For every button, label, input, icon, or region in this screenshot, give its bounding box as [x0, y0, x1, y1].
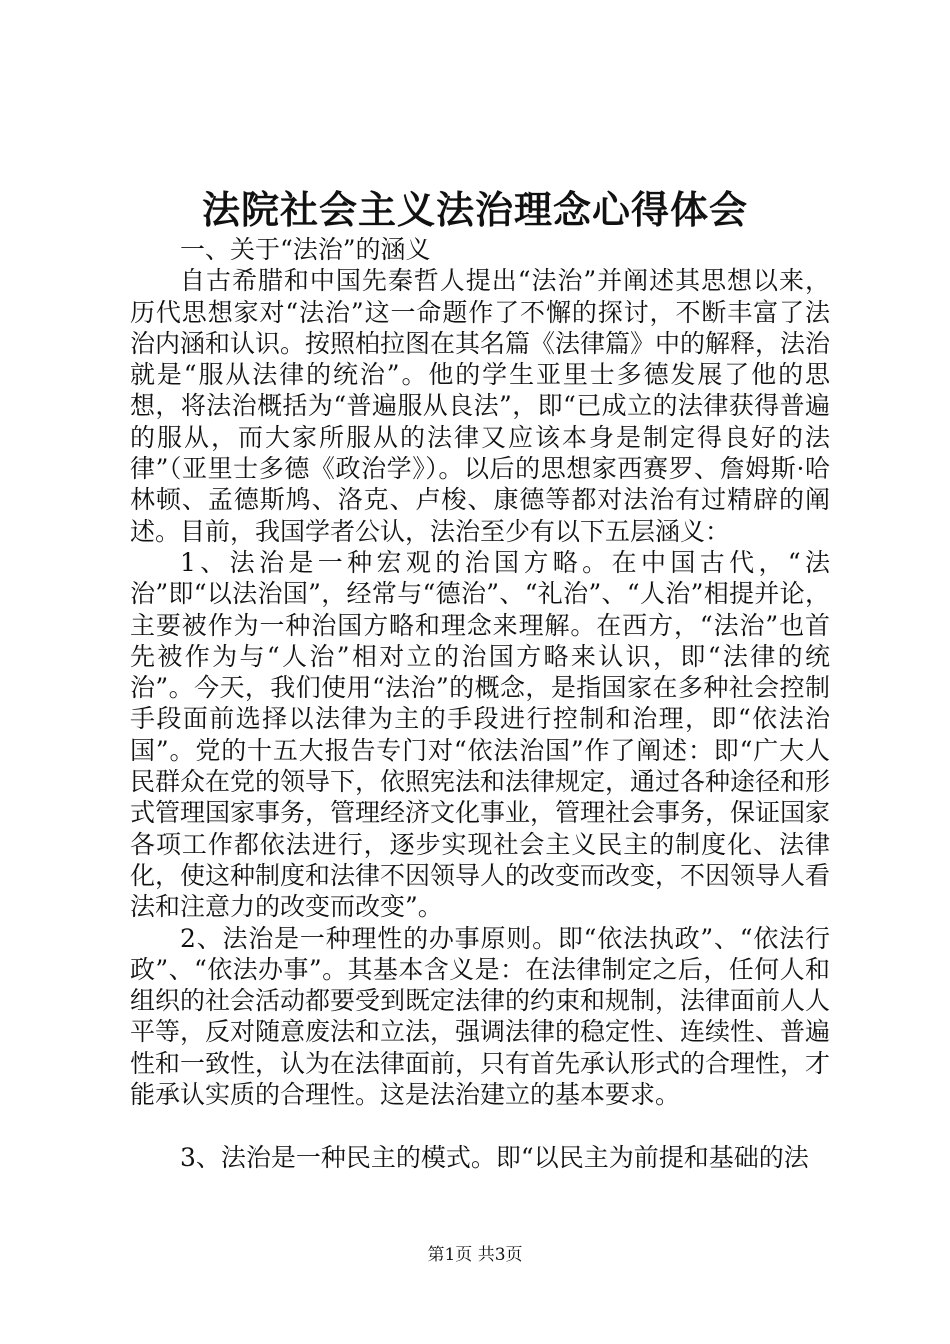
paragraph-intro: 自古希腊和中国先秦哲人提出“法治”并阐述其思想以来，历代思想家对“法治”这一命题作了不懈的探讨，不断丰富了法治内涵和认识。按照柏拉图在其名篇《法律篇》中的解释，法治就是“服从法律的统治”。他的学生亚里士多德发展了他的思想，将法治概括为“普遍服从良法”，即“已成立的法律获得普遍的服从，而大家所服从的法律又应该本身是制定得良好的法律”（亚里士多德《政治学》）。以后的思想家西赛罗、詹姆斯·哈林顿、孟德斯鸠、洛克、卢梭、康德等都对法治有过精辟的阐述。目前，我国学者公认，法治至少有以下五层涵义： — [130, 266, 831, 546]
section-heading: 一、关于“法治”的涵义 — [180, 235, 431, 264]
document-title: 法院社会主义法治理念心得体会 — [201, 187, 748, 232]
paragraph-point-3: 3、法治是一种民主的模式。即“以民主为前提和基础的法 — [180, 1143, 809, 1173]
document-body — [130, 234, 830, 1174]
paragraph-gap — [130, 1110, 830, 1142]
page-footer: 第1页 共3页 — [427, 1245, 523, 1265]
paragraph-point-1: 1、法治是一种宏观的治国方略。在中国古代，“法治”即“以法治国”，经常与“德治”、“礼治”、“人治”相提并论，主要被作为一种治国方略和理念来理解。在西方，“法治”也首先被作为与“人治”相对立的治国方略来认识，即“法律的统治”。今天，我们使用“法治”的概念，是指国家在多种社会控制手段面前选择以法律为主的手段进行控制和治理，即“依法治国”。党的十五大报告专门对“依法治国”作了阐述：即“广大人民群众在党的领导下，依照宪法和法律规定，通过各种途径和形式管理国家事务，管理经济文化事业，管理社会事务，保证国家各项工作都依法进行，逐步实现社会主义民主的制度化、法律化，使这种制度和法律不因领导人的改变而改变，不因领导人看法和注意力的改变而改变”。 — [130, 547, 831, 922]
paragraph-point-2: 2、法治是一种理性的办事原则。即“依法执政”、“依法行政”、“依法办事”。其基本含义是：在法律制定之后，任何人和组织的社会活动都要受到既定法律的约束和规制，法律面前人人平等，反对随意废法和立法，强调法律的稳定性、连续性、普遍性和一致性，认为在法律面前，只有首先承认形式的合理性，才能承认实质的合理性。这是法治建立的基本要求。 — [130, 923, 831, 1110]
